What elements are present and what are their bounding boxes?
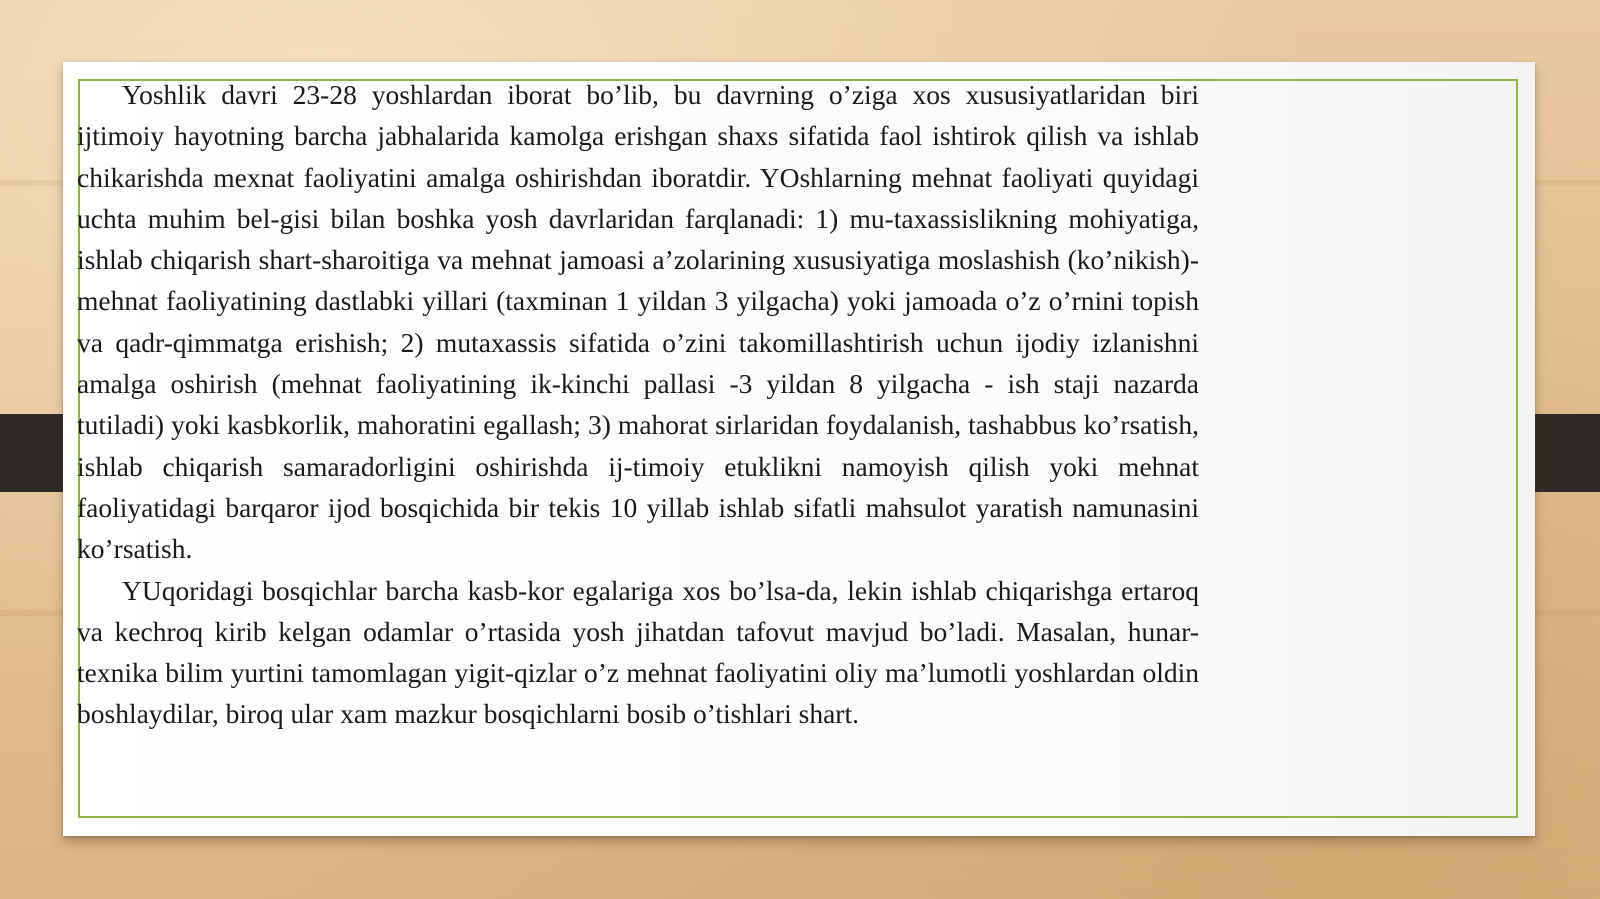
paragraph-1: Yoshlik davri 23-28 yoshlardan iborat bo’lib, bu davrning o’ziga xos xususiyatlaridan biri ijtimoiy hayotning barcha jabhalarida kamolga erishgan shaxs sifatida faol ishtirok qilish va ishlab chikarishda mexnat faoliyatini amalga oshirishdan iboratdir. YOshlarning mehnat faoliyati quyidagi uchta muhim bel-gisi bilan boshka yosh davrlaridan farqlanadi: 1) mu-taxassislikning mohiyatiga, ishlab chiqarish shart-sharoitiga va mehnat jamoasi a’zolarining xususiyatiga moslashish (ko’nikish)-mehnat faoliyatining dastlabki yillari (taxminan 1 yildan 3 yilgacha) yoki jamoada o’z o’rnini topish va qadr-qimmatga erishish; 2) mutaxassis sifatida o’zini takomillashtirish uchun ijodiy izlanishni amalga oshirish (mehnat faoliyatining ik-kinchi pallasi -3 yildan 8 yilgacha - ish staji nazarda tutiladi) yoki kasbkorlik, mahoratini egallash; 3) mahorat sirlaridan foydalanish, tashabbus ko’rsatish, ishlab chiqarish samaradorligini oshirishda ij-timoiy etuklikni namoyish qilish yoki mehnat faoliyatidagi barqaror ijod bosqichida bir tekis 10 yillab ishlab sifatli mahsulot yaratish namunasini ko’rsatish. [77,79,1199,565]
paragraph-2: YUqoridagi bosqichlar barcha kasb-kor egalariga xos bo’lsa-da, lekin ishlab chiqarishga ertaroq va kechroq kirib kelgan odamlar o’rtasida yosh jihatdan tafovut mavjud bo’ladi. Masalan, hunar-texnika bilim yurtini tamomlagan yigit-qizlar o’z mehnat faoliyatini oliy ma’lumotli yoshlardan oldin boshlaydilar, biroq ular xam mazkur bosqichlarni bosib o’tishlari shart. [77,574,1199,730]
body-text [77,74,1199,735]
slide-card [63,62,1535,836]
